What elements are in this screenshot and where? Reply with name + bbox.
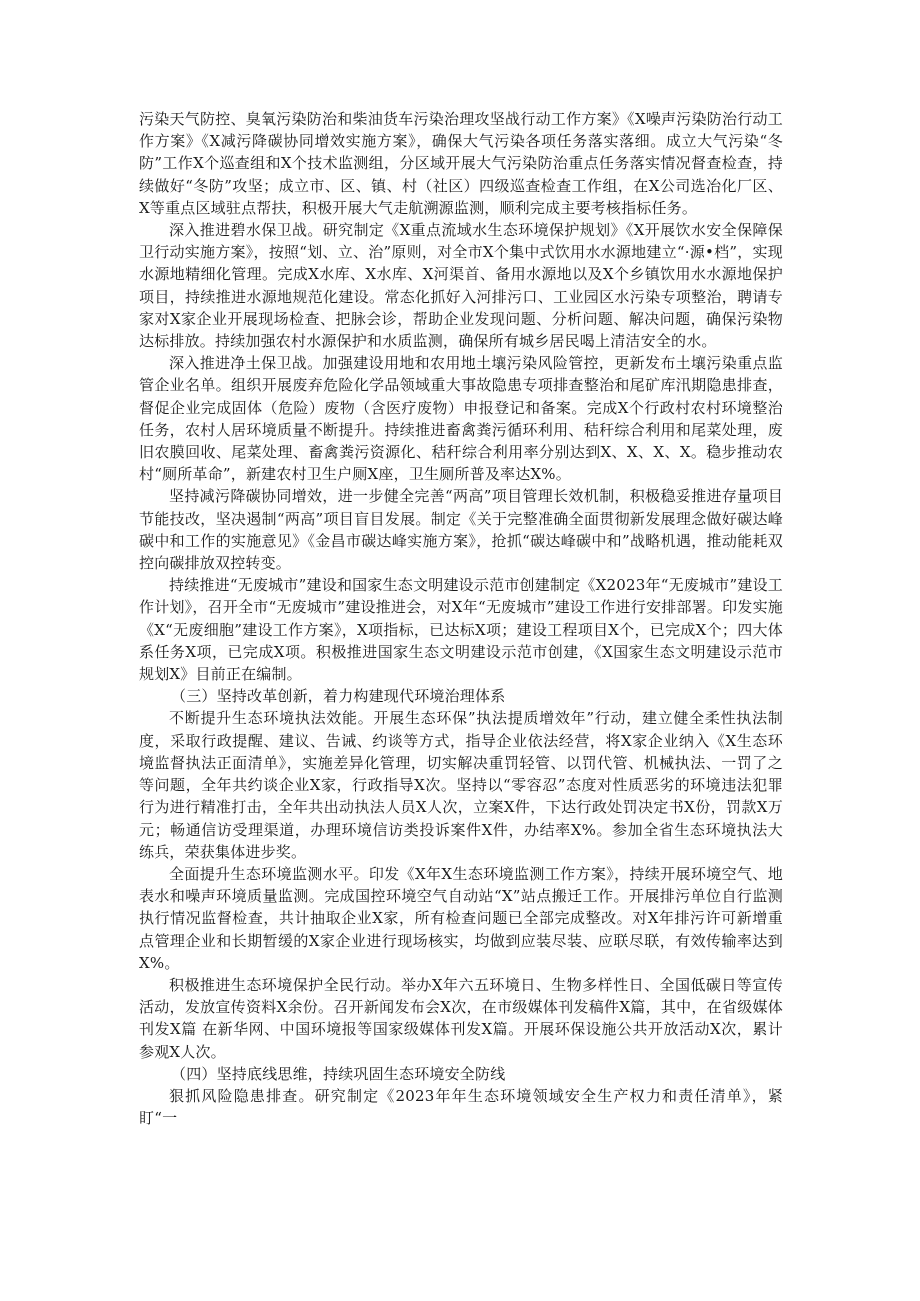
paragraph-enforcement: 不断提升生态环境执法效能。开展生态环保”执法提质增效年”行动，建立健全柔性执法制度，采取行政提醒、建议、告诫、约谈等方式，指导企业依法经营，将X家企业纳入《X生态环境监督执法正面清单》，实施差异化管理，切实解决重罚轻管、以罚代管、机械执法、一罚了之等问题，全年共约谈企业X家，行政指导X次。坚持以“零容忍”态度对性质恶劣的环境违法犯罪行为进行精准打击，全年共出动执法人员X人次，立案X件，下达行政处罚决定书X份，罚款X万元；畅通信访受理渠道，办理环境信访类投诉案件X件，办结率X%。参加全省生态环境执法大练兵，荣获集体进步奖。	[139, 709, 783, 861]
paragraph-air-pollution-continuation: 污染天气防控、臭氧污染防治和柴油货车污染治理攻坚战行动工作方案》《X噪声污染防治行动工作方案》《X减污降碳协同增效实施方案》，确保大气污染各项任务落实落细。成立大气污染“冬防”工作X个巡查组和X个技术监测组，分区域开展大气污染防治重点任务落实情况督查检查，持续做好“冬防”攻坚；成立市、区、镇、村（社区）四级巡查检查工作组，在X公司选冶化厂区、X等重点区域驻点帮扶，积极开展大气走航溯源监测，顺利完成主要考核指标任务。	[139, 110, 783, 217]
paragraph-zero-waste-city: 持续推进“无废城市”建设和国家生态文明建设示范市创建制定《X2023年“无废城市”建设工作计划》，召开全市“无废城市”建设推进会，对X年“无废城市”建设工作进行安排部署。印发实施《X“无废细胞”建设工作方案》，X项指标，已达标X项；建设工程项目X个，已完成X个；四大体系任务X项，已完成X项。积极推进国家生态文明建设示范市创建，《X国家生态文明建设示范市规划X》目前正在编制。	[139, 576, 783, 684]
paragraph-water-protection: 深入推进碧水保卫战。研究制定《X重点流域水生态环境保护规划》《X开展饮水安全保障保卫行动实施方案》，按照“划、立、治”原则，对全市X个集中式饮用水水源地建立“·源•档”，实现水源地精细化管理。完成X水库、X水库、X河渠首、备用水源地以及X个乡镇饮用水水源地保护项目，持续推进水源地规范化建设。常态化抓好入河排污口、工业园区水污染专项整治，聘请专家对X家企业开展现场检查、把脉会诊，帮助企业发现问题、分析问题、解决问题，确保污染物达标排放。持续加强农村水源保护和水质监测，确保所有城乡居民喝上清洁安全的水。	[139, 221, 783, 351]
section-heading-4: （四）坚持底线思维，持续巩固生态环境安全防线	[171, 1064, 506, 1083]
document-body	[139, 108, 783, 1129]
paragraph-risk-check: 狠抓风险隐患排查。研究制定《2023年年生态环境领域安全生产权力和责任清单》，紧盯“一	[139, 1086, 783, 1128]
section-heading-3: （三）坚持改革创新，着力构建现代环境治理体系	[171, 687, 506, 706]
paragraph-carbon-reduction: 坚持减污降碳协同增效，进一步健全完善“两高”项目管理长效机制，积极稳妥推进存量项目节能技改，坚决遏制“两高”项目盲目发展。制定《关于完整准确全面贯彻新发展理念做好碳达峰碳中和工作的实施意见》《金昌市碳达峰实施方案》，抢抓“碳达峰碳中和”战略机遇，推动能耗双控向碳排放双控转变。	[139, 487, 783, 573]
paragraph-public-action: 积极推进生态环境保护全民行动。举办X年六五环境日、生物多样性日、全国低碳日等宣传活动，发放宣传资料X余份。召开新闻发布会X次，在市级媒体刊发稿件X篇，其中，在省级媒体刊发X篇 在新华网、中国环境报等国家级媒体刊发X篇。开展环保设施公共开放活动X次，累计参观X人次。	[139, 975, 783, 1061]
paragraph-soil-protection: 深入推进净土保卫战。加强建设用地和农用地土壤污染风险管控，更新发布土壤污染重点监管企业名单。组织开展废弃危险化学品领域重大事故隐患专项排查整治和尾矿库汛期隐患排查，督促企业完成固体（危险）废物（含医疗废物）申报登记和备案。完成X个行政村农村环境整治任务，农村人居环境质量不断提升。持续推进畜禽粪污循环利用、秸秆综合利用和尾菜处理，废旧农膜回收、尾菜处理、畜禽粪污资源化、秸秆综合利用率分别达到X、X、X、X。稳步推动农村“厕所革命”，新建农村卫生户厕X座，卫生厕所普及率达X%。	[139, 354, 783, 484]
paragraph-monitoring: 全面提升生态环境监测水平。印发《X年X生态环境监测工作方案》，持续开展环境空气、地表水和噪声环境质量监测。完成国控环境空气自动站“X”站点搬迁工作。开展排污单位自行监测执行情况监督检查，共计抽取企业X家，所有检查问题已全部完成整改。对X年排污许可新增重点管理企业和长期暂缓的X家企业进行现场核实，均做到应装尽装、应联尽联，有效传输率达到X%。	[139, 864, 783, 972]
